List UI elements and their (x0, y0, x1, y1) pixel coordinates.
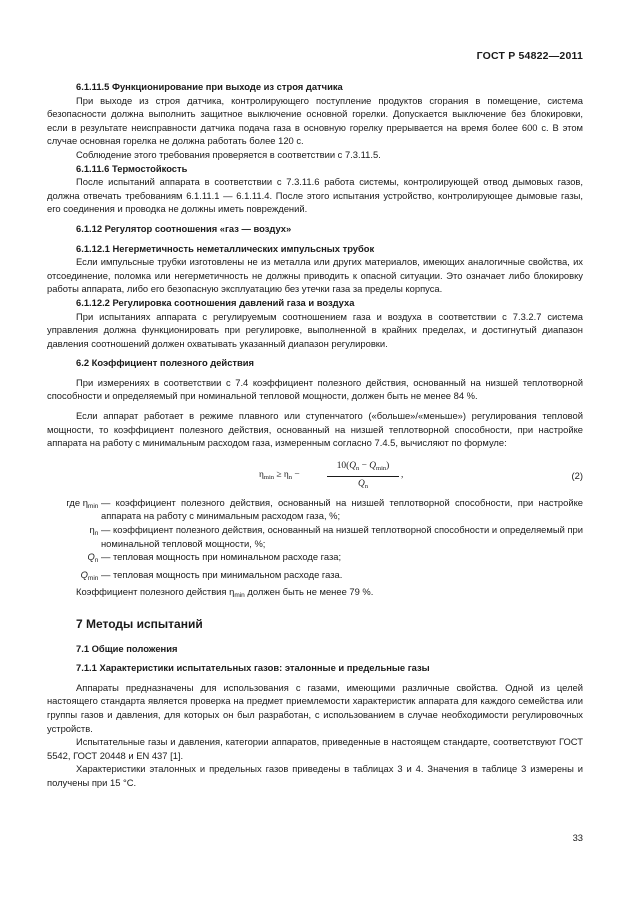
page-number: 33 (572, 832, 583, 843)
where-item: где $\eta_{min}$ — коэффициент полезного действия, основанный на низшей теплотворной способности, при настройке аппарата на работу с минимальным расходом газа, %; (66, 496, 583, 522)
paragraph: При выходе из строя датчика, контролирующего поступление продуктов сгорания в помещение, система безопасности должна выполнить защитное выключение основной горелки. Допускается выключение без блокировки, если в результате неисправности датчика подача газа в основную горелку прерывается на время более 600 с. В этом случае основная горелка не должна работать более 120 с. (47, 94, 583, 147)
fraction-denominator: $Q_n$ (357, 479, 369, 491)
paragraph: Соблюдение этого требования проверяется в соответствии с 7.3.11.5. (76, 148, 381, 160)
paragraph: При измерениях в соответствии с 7.4 коэффициент полезного действия, основанный на низшей теплотворной способности и определяемый при номинальной тепловой мощности, должен быть не менее 84 %. (47, 376, 583, 402)
paragraph: Коэффициент полезного действия $\eta_{min}$ должен быть не менее 79 %. (76, 586, 374, 600)
section-heading: 6.1.12 Регулятор соотношения «газ — воздух» (76, 222, 292, 234)
equation-number: (2) (571, 469, 583, 481)
paragraph: При испытаниях аппарата с регулируемым соотношением газа и воздуха в соответствии с 7.3.2.7 система управления должна функционировать при регулировке, выполненной в крайних пределах, и достигнутый диапазон давления соотношений должен охватывать указанный диапазон регулировки. (47, 310, 583, 349)
formula-fraction (327, 460, 399, 494)
paragraph: Если аппарат работает в режиме плавного или ступенчатого («больше»/«меньше») регулирования тепловой мощности, то коэффициент полезного действия, основанный на низшей теплотворной способности, при настройке аппарата на работу с минимальным расходом газа, измеренным согласно 7.4.5, вычисляют по формуле: (47, 410, 583, 449)
efficiency-formula (47, 460, 583, 490)
where-item: $Q_{min}$ — тепловая мощность при минимальном расходе газа. (80, 568, 343, 582)
chapter-heading: 7 Методы испытаний (76, 617, 203, 631)
section-heading: 6.1.11.6 Термостойкость (76, 162, 188, 174)
standard-header: ГОСТ Р 54822—2011 (476, 50, 583, 62)
section-heading: 7.1.1 Характеристики испытательных газов: эталонные и предельные газы (76, 662, 430, 674)
formula-lhs: $\eta_{min} \ge \eta_n$ − (259, 469, 300, 481)
paragraph: Если импульсные трубки изготовлены не из металла или других материалов, имеющих аналогичные свойства, их отсоединение, поломка или негерметичность не должны приводить к опасной ситуации. Это означает либо блокировку работы аппарата, либо его безопасную эксплуатацию без утечки газа за пределы корпуса. (47, 256, 583, 295)
section-heading: 6.2 Коэффициент полезного действия (76, 357, 255, 369)
paragraph: Испытательные газы и давления, категории аппаратов, приведенные в настоящем стандарте, соответствуют ГОСТ 5542, ГОСТ 20448 и EN 437 [1]. (47, 736, 583, 761)
where-item: $Q_n$ — тепловая мощность при номинальном расходе газа; (87, 551, 342, 565)
section-heading: 7.1 Общие положения (76, 642, 178, 654)
section-heading: 6.1.12.1 Негерметичность неметаллических импульсных трубок (76, 242, 375, 254)
paragraph: После испытаний аппарата в соответствии с 7.3.11.6 работа системы, контролирующей отвод дымовых газов, должна отвечать требованиям 6.1.11.1 — 6.1.11.4. После этого испытания устройство, контролирующее дымовые газы, его соединения и проводка не должны иметь повреждений. (47, 176, 583, 215)
paragraph: Характеристики эталонных и предельных газов приведены в таблицах 3 и 4. Значения в таблице 3 измерены и получены при 15 °C. (47, 763, 583, 788)
formula-comma: , (401, 469, 404, 480)
page-body (47, 80, 583, 790)
section-heading: 6.1.12.2 Регулировка соотношения давлений газа и воздуха (76, 296, 355, 308)
where-item: $\eta_n$ — коэффициент полезного действия, основанный на низшей теплотворной способности и определяемый при номинальной тепловой мощности, %; (89, 524, 583, 549)
section-heading: 6.1.11.5 Функционирование при выходе из строя датчика (76, 81, 343, 92)
paragraph: Аппараты предназначены для использования с газами, имеющими различные свойства. Одной из целей настоящего стандарта является проверка на предмет приемлемости характеристик аппарата для каждого семейства или группы газов и давления, для которых он был разработан, с использованием в случае необходимости регулировочных устройств. (47, 681, 583, 734)
fraction-numerator: $10(Q_n - Q_{min})$ (327, 460, 399, 478)
